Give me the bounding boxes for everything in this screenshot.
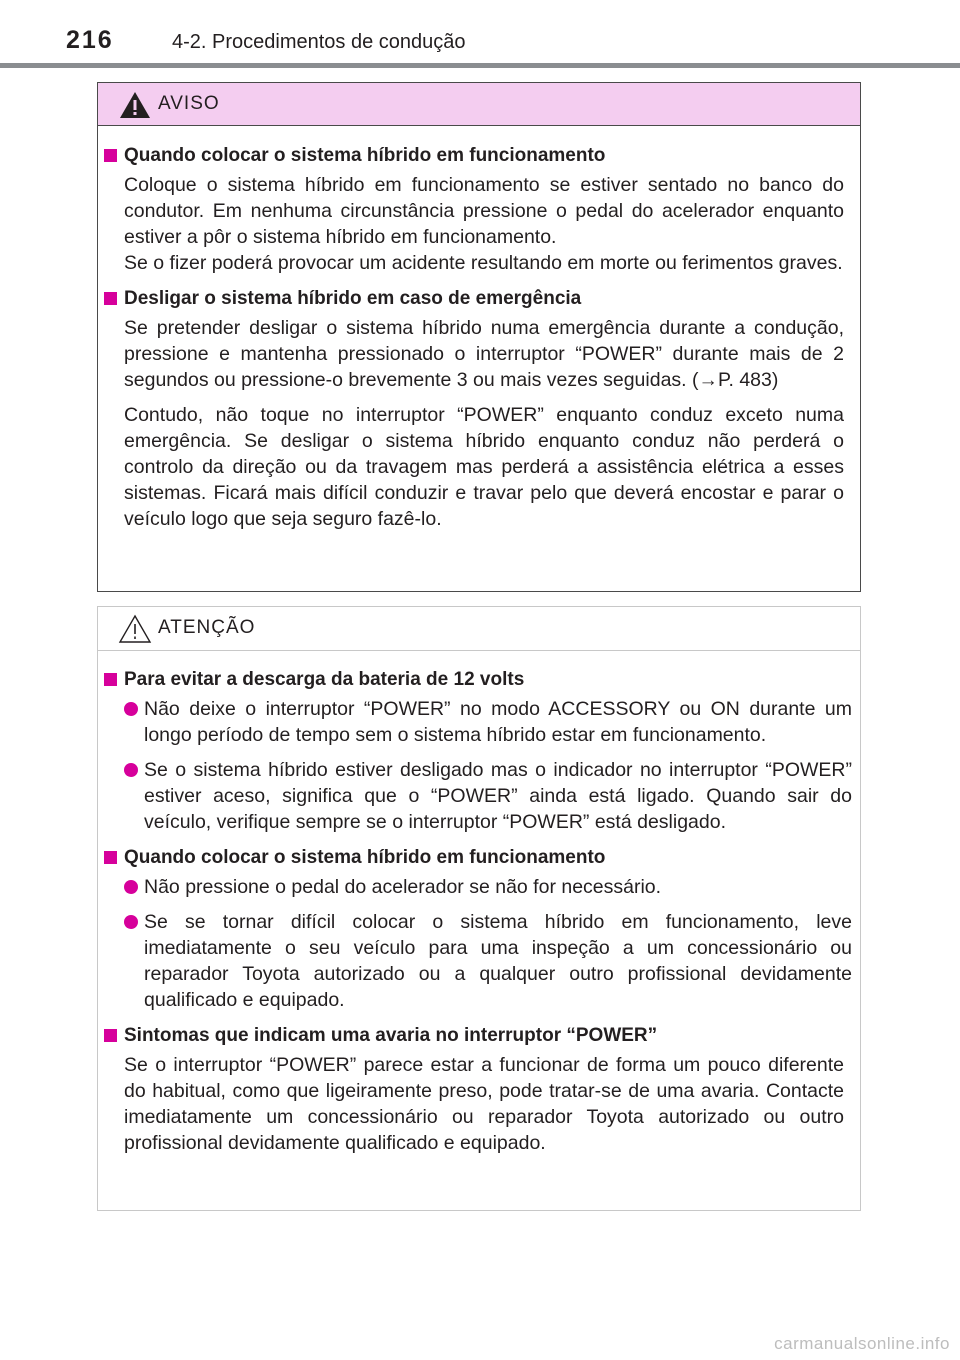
warning-header	[98, 83, 860, 126]
list-item: Não pressione o pedal do acelerador se não for necessário.	[124, 874, 852, 900]
caution-item	[98, 1023, 860, 1156]
warning-body	[98, 143, 860, 532]
item-title: Para evitar a descarga da bateria de 12 volts	[98, 667, 860, 693]
watermark: carmanualsonline.info	[774, 1334, 950, 1353]
paragraph: Se o interruptor “POWER” parece estar a funcionar de forma um pouco diferente do habitual, como que ligeiramente preso, pode tratar-se de uma avaria. Contacte imediatamente um concessionário ou reparador Toyota autorizado ou outro profissional devidamente qualificado e equipado.	[124, 1054, 844, 1154]
caution-header	[98, 607, 860, 651]
circle-bullet-icon	[124, 702, 138, 716]
warning-label: AVISO	[158, 93, 220, 114]
caution-item	[98, 845, 860, 1013]
square-bullet-icon	[104, 851, 117, 864]
square-bullet-icon	[104, 292, 117, 305]
page-number: 216	[66, 26, 114, 54]
caution-body	[98, 667, 860, 1156]
warning-triangle-outline-icon	[118, 614, 152, 644]
square-bullet-icon	[104, 1029, 117, 1042]
caution-label: ATENÇÃO	[158, 617, 256, 638]
caution-item	[98, 667, 860, 835]
item-title: Quando colocar o sistema híbrido em funcionamento	[98, 143, 860, 169]
warning-box	[97, 82, 861, 592]
warning-item	[98, 143, 860, 276]
list-item: Não deixe o interruptor “POWER” no modo ACCESSORY ou ON durante um longo período de tempo sem o sistema híbrido estar em funcionamento.	[124, 696, 852, 748]
list-item: Se se tornar difícil colocar o sistema híbrido em funcionamento, leve imediatamente o seu veículo para uma inspeção a um concessionário ou reparador Toyota autorizado ou a qualquer outro profissional devidamente qualificado e equipado.	[124, 909, 852, 1013]
circle-bullet-icon	[124, 915, 138, 929]
header-rule	[0, 63, 960, 68]
item-title: Sintomas que indicam uma avaria no interruptor “POWER”	[98, 1023, 860, 1049]
page-header	[0, 0, 960, 70]
paragraph: Contudo, não toque no interruptor “POWER” enquanto conduz exceto numa emergência. Se desligar o sistema híbrido enquanto conduz não perderá o controlo da direção ou da travagem mas perderá a assistência elétrica a esses sistemas. Ficará mais difícil conduzir e travar pelo que deverá encostar e parar o veículo logo que seja seguro fazê-lo.	[124, 404, 844, 530]
paragraph: Se o fizer poderá provocar um acidente resultando em morte ou ferimentos graves.	[124, 252, 843, 274]
section-title: 4-2. Procedimentos de condução	[172, 31, 466, 53]
circle-bullet-icon	[124, 763, 138, 777]
warning-item	[98, 286, 860, 532]
square-bullet-icon	[104, 149, 117, 162]
caution-box	[97, 606, 861, 1211]
paragraph: Coloque o sistema híbrido em funcionamento se estiver sentado no banco do condutor. Em nenhuma circunstância pressione o pedal do acelerador enquanto estiver a pôr o sistema híbrido em funcionamento.	[124, 174, 844, 248]
paragraph: Se pretender desligar o sistema híbrido numa emergência durante a condução, pressione e mantenha pressionado o interruptor “POWER” durante mais de 2 segundos ou pressione-o brevemente 3 ou mais vezes seguidas. (→P. 483)	[124, 317, 844, 391]
circle-bullet-icon	[124, 880, 138, 894]
warning-triangle-filled-icon	[118, 90, 152, 120]
square-bullet-icon	[104, 673, 117, 686]
item-title: Desligar o sistema híbrido em caso de emergência	[98, 286, 860, 312]
item-title: Quando colocar o sistema híbrido em funcionamento	[98, 845, 860, 871]
list-item: Se o sistema híbrido estiver desligado mas o indicador no interruptor “POWER” estiver aceso, significa que o “POWER” ainda está ligado. Quando sair do veículo, verifique sempre se o interruptor “POWER” está desligado.	[124, 757, 852, 835]
